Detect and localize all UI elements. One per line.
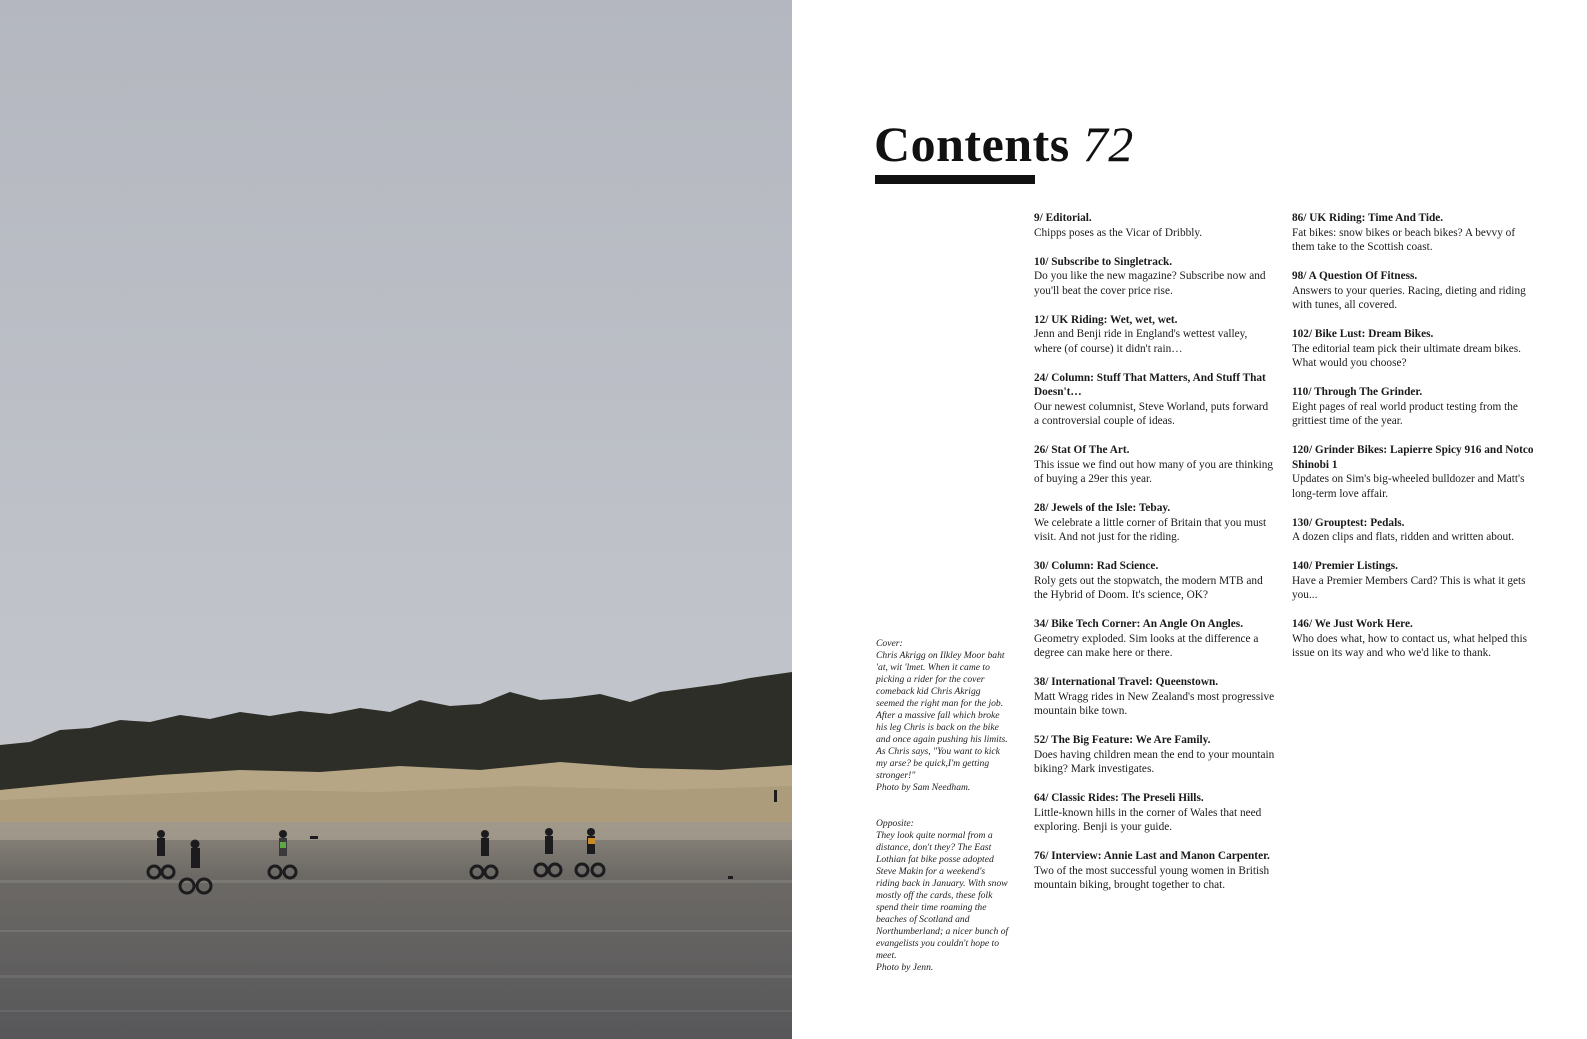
- entry-title: 146/ We Just Work Here.: [1292, 618, 1413, 630]
- contents-entry[interactable]: [1034, 255, 1276, 299]
- entry-description: Roly gets out the stopwatch, the modern MTB and the Hybrid of Doom. It's science, OK?: [1034, 574, 1263, 601]
- contents-entry[interactable]: [1034, 791, 1276, 835]
- entry-description: Answers to your queries. Racing, dieting and riding with tunes, all covered.: [1292, 284, 1526, 311]
- caption-credit: Photo by Sam Needham.: [876, 782, 971, 793]
- contents-entry[interactable]: [1292, 559, 1534, 603]
- caption-cover: [876, 638, 1010, 794]
- entry-title: 10/ Subscribe to Singletrack.: [1034, 255, 1173, 268]
- entry-title: 9/ Editorial.: [1034, 212, 1092, 224]
- entry-description: Our newest columnist, Steve Worland, puts forward a controversial couple of ideas.: [1034, 400, 1269, 427]
- entry-title: 52/ The Big Feature: We Are Family.: [1034, 734, 1211, 746]
- entry-description: Two of the most successful young women in British mountain biking, brought together to chat.: [1034, 864, 1270, 891]
- contents-entry[interactable]: [1034, 501, 1276, 545]
- contents-column-2: [1292, 211, 1534, 675]
- contents-entry[interactable]: [1292, 269, 1534, 313]
- entry-title: 76/ Interview: Annie Last and Manon Carpenter.: [1034, 850, 1270, 862]
- entry-description: Little-known hills in the corner of Wales that need exploring. Benji is your guide.: [1034, 806, 1262, 833]
- entry-title: 30/ Column: Rad Science.: [1034, 560, 1159, 572]
- caption-label: Cover:: [876, 638, 903, 649]
- contents-entry[interactable]: [1292, 211, 1534, 255]
- entry-description: Does having children mean the end to your mountain biking? Mark investigates.: [1034, 748, 1275, 775]
- title-underline: [875, 175, 1035, 184]
- beach-riders-photo-icon: [0, 0, 792, 1039]
- caption-credit: Photo by Jenn.: [876, 962, 934, 973]
- entry-title: 102/ Bike Lust: Dream Bikes.: [1292, 328, 1434, 340]
- entry-description: Chipps poses as the Vicar of Dribbly.: [1034, 226, 1203, 239]
- entry-title: 24/ Column: Stuff That Matters, And Stuff That Doesn't…: [1034, 371, 1266, 398]
- entry-description: Eight pages of real world product testing from the grittiest time of the year.: [1292, 400, 1518, 427]
- issue-number: 72: [1082, 116, 1134, 172]
- contents-entry[interactable]: [1034, 849, 1276, 893]
- contents-entry[interactable]: [1034, 371, 1276, 429]
- contents-entry[interactable]: [1034, 617, 1276, 661]
- entry-title: 120/ Grinder Bikes: Lapierre Spicy 916 and Notco Shinobi 1: [1292, 444, 1534, 471]
- contents-entry[interactable]: [1292, 327, 1534, 371]
- caption-label: Opposite:: [876, 818, 914, 829]
- contents-entry[interactable]: [1034, 313, 1276, 357]
- caption-body: Chris Akrigg on Ilkley Moor baht 'at, wit 'lmet. When it came to picking a rider for the cover comeback kid Chris Akrigg seemed the right man for the job. After a massive fall which broke his leg Chris is back on the bike and once again pushing his limits. As Chris says, "You want to kick my arse? be quick,I'm getting stronger!": [876, 650, 1008, 781]
- entry-title: 38/ International Travel: Queenstown.: [1034, 676, 1219, 688]
- entry-title: 26/ Stat Of The Art.: [1034, 444, 1130, 456]
- entry-title: 28/ Jewels of the Isle: Tebay.: [1034, 502, 1171, 514]
- entry-description: We celebrate a little corner of Britain that you must visit. And not just for the riding.: [1034, 516, 1267, 543]
- entry-description: The editorial team pick their ultimate dream bikes. What would you choose?: [1292, 342, 1521, 369]
- contents-entry[interactable]: [1292, 385, 1534, 429]
- contents-column-1: [1034, 211, 1276, 907]
- contents-entry[interactable]: [1034, 443, 1276, 487]
- cover-photo: [0, 0, 792, 1039]
- contents-title: [874, 112, 1134, 176]
- entry-title: 12/ UK Riding: Wet, wet, wet.: [1034, 313, 1178, 326]
- entry-title: 140/ Premier Listings.: [1292, 560, 1398, 572]
- entry-title: 64/ Classic Rides: The Preseli Hills.: [1034, 792, 1204, 804]
- entry-title: 110/ Through The Grinder.: [1292, 386, 1423, 398]
- contents-entry[interactable]: [1034, 675, 1276, 719]
- entry-description: Updates on Sim's big-wheeled bulldozer and Matt's long-term love affair.: [1292, 473, 1525, 500]
- contents-title-word: Contents: [874, 116, 1070, 172]
- entry-description: Do you like the new magazine? Subscribe now and you'll beat the cover price rise.: [1034, 270, 1266, 297]
- contents-entry[interactable]: [1292, 443, 1534, 501]
- entry-description: Geometry exploded. Sim looks at the difference a degree can make here or there.: [1034, 632, 1259, 659]
- caption-body: They look quite normal from a distance, don't they? The East Lothian fat bike posse adopted Steve Makin for a weekend's riding back in January. With snow mostly off the cards, these folk spend their time roaming the beaches of Scotland and Northumberland; a nicer bunch of evangelists you couldn't hope to meet.: [876, 830, 1009, 961]
- entry-title: 86/ UK Riding: Time And Tide.: [1292, 212, 1444, 224]
- photo-captions: [876, 638, 1010, 974]
- entry-description: Who does what, how to contact us, what helped this issue on its way and who we'd like to thank.: [1292, 632, 1527, 659]
- entry-description: A dozen clips and flats, ridden and written about.: [1292, 531, 1515, 543]
- contents-entry[interactable]: [1292, 516, 1534, 545]
- contents-entry[interactable]: [1034, 559, 1276, 603]
- entry-description: Jenn and Benji ride in England's wettest valley, where (of course) it didn't rain…: [1034, 328, 1248, 355]
- entry-title: 34/ Bike Tech Corner: An Angle On Angles.: [1034, 618, 1244, 630]
- entry-description: Matt Wragg rides in New Zealand's most progressive mountain bike town.: [1034, 690, 1275, 717]
- entry-description: Have a Premier Members Card? This is what it gets you...: [1292, 574, 1526, 601]
- entry-title: 130/ Grouptest: Pedals.: [1292, 516, 1405, 529]
- entry-description: This issue we find out how many of you are thinking of buying a 29er this year.: [1034, 458, 1274, 485]
- caption-opposite: [876, 818, 1010, 974]
- entry-description: Fat bikes: snow bikes or beach bikes? A bevvy of them take to the Scottish coast.: [1292, 226, 1516, 253]
- contents-entry[interactable]: [1034, 211, 1276, 240]
- entry-title: 98/ A Question Of Fitness.: [1292, 270, 1418, 282]
- contents-entry[interactable]: [1292, 617, 1534, 661]
- contents-entry[interactable]: [1034, 733, 1276, 777]
